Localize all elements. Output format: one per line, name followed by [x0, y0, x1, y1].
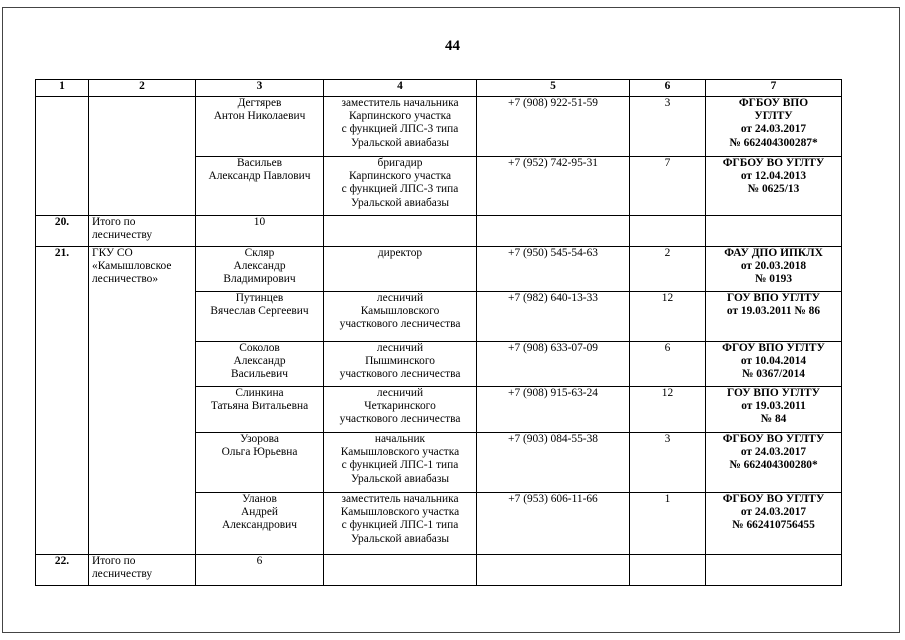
phone-cell: +7 (950) 545-54-63: [477, 247, 630, 292]
empty-cell: [324, 216, 477, 247]
header-col-6: 6: [630, 80, 706, 97]
phone-cell: +7 (908) 915-63-24: [477, 387, 630, 433]
education-cell: ФГБОУ ВО УГЛТУ от 24.03.2017 № 662410756455: [706, 493, 842, 555]
organization-cell: ГКУ СО «Камышловское лесничество»: [89, 247, 196, 555]
position-cell: директор: [324, 247, 477, 292]
empty-cell: [630, 216, 706, 247]
total-count-cell: 10: [196, 216, 324, 247]
position-cell: заместитель начальника Карпинского участка с функцией ЛПС-3 типа Уральской авиабазы: [324, 97, 477, 157]
table-row: [36, 247, 842, 292]
education-cell: ФГБОУ ВО УГЛТУ от 12.04.2013 № 0625/13: [706, 157, 842, 216]
phone-cell: +7 (952) 742-95-31: [477, 157, 630, 216]
experience-cell: 3: [630, 97, 706, 157]
phone-cell: +7 (982) 640-13-33: [477, 292, 630, 342]
education-cell: ГОУ ВПО УГЛТУ от 19.03.2011 № 86: [706, 292, 842, 342]
education-cell: ФАУ ДПО ИПКЛХ от 20.03.2018 № 0193: [706, 247, 842, 292]
empty-cell: [324, 555, 477, 586]
name-cell: Слинкина Татьяна Витальевна: [196, 387, 324, 433]
education-cell: ГОУ ВПО УГЛТУ от 19.03.2011 № 84: [706, 387, 842, 433]
experience-cell: 12: [630, 387, 706, 433]
total-row: [36, 216, 842, 247]
position-cell: заместитель начальника Камышловского участка с функцией ЛПС-1 типа Уральской авиабазы: [324, 493, 477, 555]
table-row: [36, 97, 842, 157]
experience-cell: 12: [630, 292, 706, 342]
phone-cell: +7 (903) 084-55-38: [477, 433, 630, 493]
position-cell: бригадир Карпинского участка с функцией ЛПС-3 типа Уральской авиабазы: [324, 157, 477, 216]
header-row: [36, 80, 842, 97]
experience-cell: 2: [630, 247, 706, 292]
empty-cell: [630, 555, 706, 586]
empty-cell: [477, 555, 630, 586]
position-cell: лесничий Камышловского участкового лесничества: [324, 292, 477, 342]
total-label-cell: Итого по лесничеству: [89, 216, 196, 247]
total-count-cell: 6: [196, 555, 324, 586]
empty-cell: [706, 216, 842, 247]
name-cell: Скляр Александр Владимирович: [196, 247, 324, 292]
experience-cell: 6: [630, 342, 706, 387]
header-col-3: 3: [196, 80, 324, 97]
name-cell: Уланов Андрей Александрович: [196, 493, 324, 555]
header-col-7: 7: [706, 80, 842, 97]
empty-cell: [706, 555, 842, 586]
row-number-cell: 21.: [36, 247, 89, 555]
name-cell: Узорова Ольга Юрьевна: [196, 433, 324, 493]
phone-cell: +7 (953) 606-11-66: [477, 493, 630, 555]
total-row: [36, 555, 842, 586]
row-number-cell: 20.: [36, 216, 89, 247]
name-cell: Васильев Александр Павлович: [196, 157, 324, 216]
phone-cell: +7 (908) 922-51-59: [477, 97, 630, 157]
header-col-1: 1: [36, 80, 89, 97]
page-number: 44: [445, 38, 460, 54]
experience-cell: 1: [630, 493, 706, 555]
name-cell: Соколов Александр Васильевич: [196, 342, 324, 387]
experience-cell: 3: [630, 433, 706, 493]
position-cell: лесничий Четкаринского участкового лесничества: [324, 387, 477, 433]
name-cell: Путинцев Вячеслав Сергеевич: [196, 292, 324, 342]
education-cell: ФГОУ ВПО УГЛТУ от 10.04.2014 № 0367/2014: [706, 342, 842, 387]
education-cell: ФГБОУ ВПО УГЛТУ от 24.03.2017 № 662404300287*: [706, 97, 842, 157]
total-label-cell: Итого по лесничеству: [89, 555, 196, 586]
header-col-4: 4: [324, 80, 477, 97]
name-cell: Дегтярев Антон Николаевич: [196, 97, 324, 157]
phone-cell: +7 (908) 633-07-09: [477, 342, 630, 387]
education-cell: ФГБОУ ВО УГЛТУ от 24.03.2017 № 662404300280*: [706, 433, 842, 493]
experience-cell: 7: [630, 157, 706, 216]
personnel-table: [35, 79, 842, 586]
row-number-cell: [36, 97, 89, 216]
position-cell: лесничий Пышминского участкового лесничества: [324, 342, 477, 387]
header-col-5: 5: [477, 80, 630, 97]
empty-cell: [477, 216, 630, 247]
header-col-2: 2: [89, 80, 196, 97]
row-number-cell: 22.: [36, 555, 89, 586]
position-cell: начальник Камышловского участка с функцией ЛПС-1 типа Уральской авиабазы: [324, 433, 477, 493]
organization-cell: [89, 97, 196, 216]
